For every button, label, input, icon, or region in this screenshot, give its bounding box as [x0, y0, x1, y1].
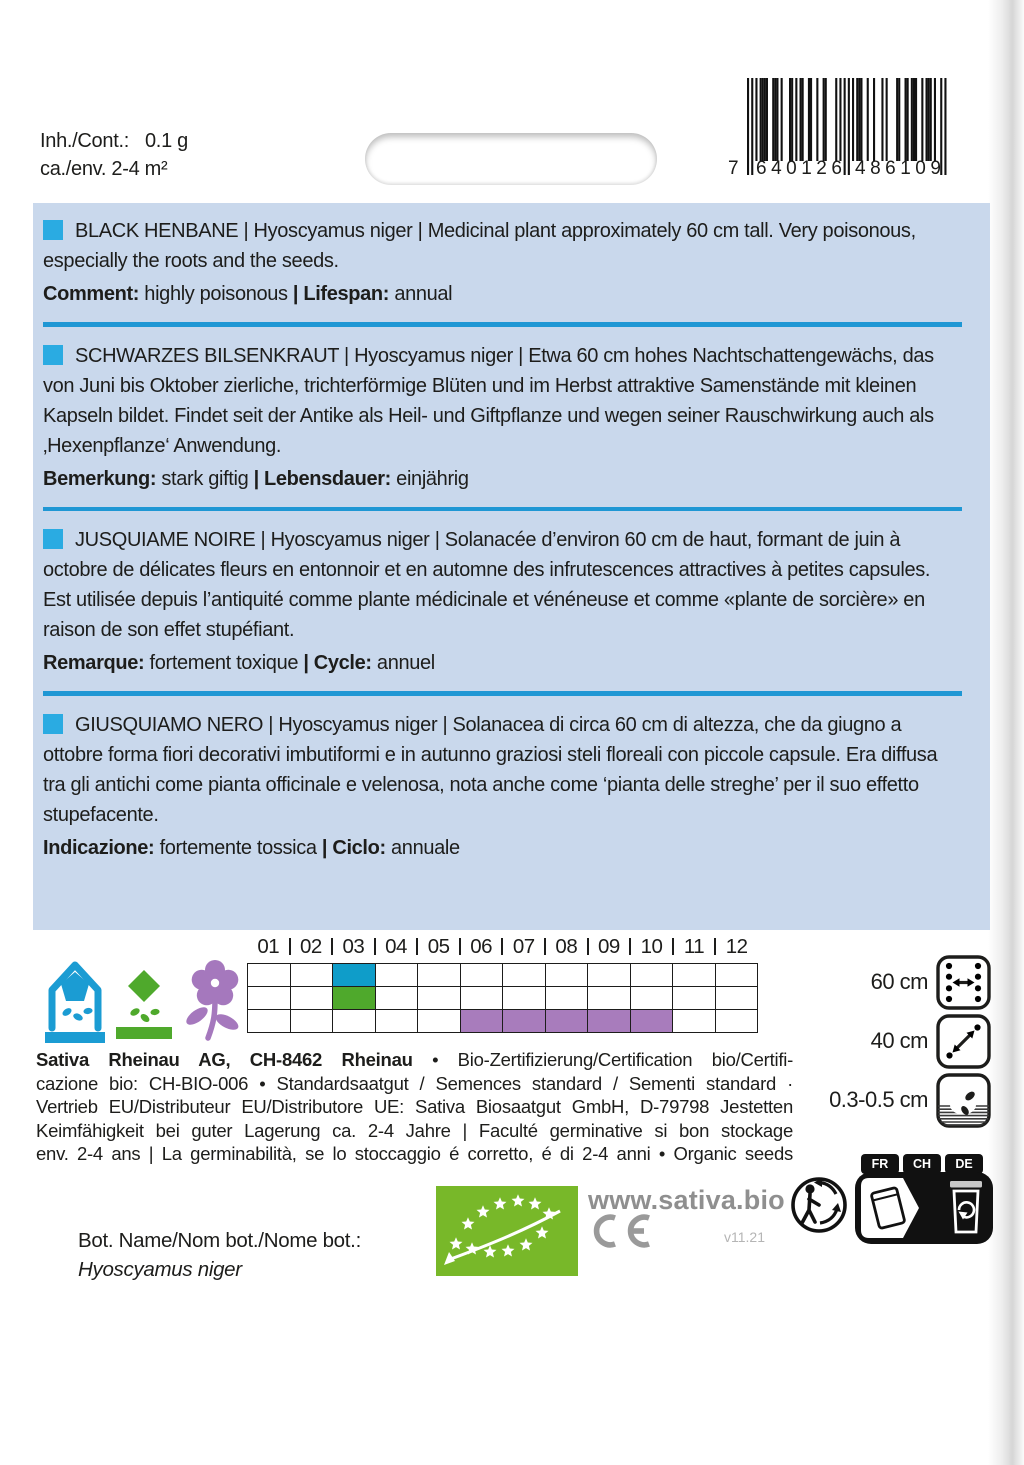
- sow-outdoors-month-3: [333, 987, 376, 1010]
- sow-outdoors-month-5: [418, 987, 461, 1010]
- barcode-digit-group: 486109: [855, 158, 946, 179]
- note-line-italian: Indicazione: fortemente tossica | Ciclo: annuale: [43, 836, 460, 859]
- sow-indoors-month-8: [546, 964, 589, 987]
- month-label: 11: [673, 933, 716, 961]
- flowering-harvest-month-3: [333, 1010, 376, 1033]
- country-tab-label: CH: [912, 1157, 932, 1171]
- flowering-harvest-month-7: [503, 1010, 546, 1033]
- month-label: 09: [588, 933, 631, 961]
- month-label: 04: [375, 933, 418, 961]
- sow-indoors-month-12: [716, 964, 759, 987]
- sow-outdoors-month-1: [248, 987, 291, 1010]
- sow-outdoors-month-12: [716, 987, 759, 1010]
- month-label: 07: [502, 933, 545, 961]
- sowing-depth-label: 0.3-0.5 cm: [829, 1087, 928, 1112]
- sow-outdoors-month-7: [503, 987, 546, 1010]
- hang-hole: [365, 133, 657, 185]
- month-label: 02: [290, 933, 333, 961]
- flowering-harvest-month-2: [291, 1010, 334, 1033]
- ce-mark-icon: [588, 1213, 654, 1249]
- row-spacing-label: 60 cm: [870, 969, 928, 994]
- month-label: 12: [715, 933, 758, 961]
- note-line-french: Remarque: fortement toxique | Cycle: annuel: [43, 652, 435, 674]
- sow-indoors-greenhouse-icon: [44, 956, 106, 1044]
- section-divider: [43, 691, 962, 696]
- botanical-name-value: Hyoscyamus niger: [78, 1258, 242, 1281]
- description-band: [33, 203, 990, 930]
- botanical-name-label: Bot. Name/Nom bot./Nome bot.:: [78, 1229, 361, 1252]
- country-tab-label: FR: [871, 1157, 889, 1171]
- sow-indoors-month-3: [333, 964, 376, 987]
- flowering-harvest-month-6: [461, 1010, 504, 1033]
- packaging-disposal-sign: [855, 1154, 995, 1246]
- company-info-line: Vertrieb EU/Distributeur EU/Distributore UE: Sativa Biosaatgut GmbH, D-79798 Jestetten: [36, 1096, 793, 1117]
- sow-indoors-month-5: [418, 964, 461, 987]
- row-spacing-icon: [936, 955, 991, 1010]
- plant-spacing-icon: [936, 1014, 991, 1069]
- bullet-square-icon: [43, 714, 63, 734]
- sow-outdoors-month-10: [631, 987, 674, 1010]
- section-divider: [43, 322, 962, 327]
- month-label: 01: [257, 935, 280, 958]
- calendar-month-header: [247, 933, 758, 961]
- company-info-line: Sativa Rheinau AG, CH-8462 Rheinau • Bio-Zertifizierung/Certification bio/Certifi-: [36, 1049, 793, 1070]
- month-label: 06: [460, 933, 503, 961]
- sow-outdoors-month-6: [461, 987, 504, 1010]
- contents-label: Inh./Cont.:: [40, 130, 129, 152]
- flowering-harvest-month-9: [588, 1010, 631, 1033]
- sow-outdoors-icon: [114, 967, 174, 1045]
- description-text-german: SCHWARZES BILSENKRAUT | Hyoscyamus niger | Etwa 60 cm hohes Nachtschattengewächs, das von Juni bis Oktober zierliche, trichterförmige Blüten und im Herbst attraktive Samenstände mit kleinen Kapseln bildet. Findet seit der Antike als Heil- und Giftpflanze und wegen seiner Rauschwirkung auch als ‚Hexenpflanze‘ Anwendung.: [43, 344, 934, 457]
- country-tab-label: DE: [955, 1157, 973, 1171]
- website-url: www.sativa.bio: [588, 1185, 785, 1215]
- flowering-flower-icon: [181, 952, 249, 1044]
- sow-outdoors-month-9: [588, 987, 631, 1010]
- sow-indoors-month-10: [631, 964, 674, 987]
- month-label: 03: [332, 933, 375, 961]
- month-label: 08: [545, 933, 588, 961]
- note-line-german: Bemerkung: stark giftig | Lebensdauer: einjährig: [43, 467, 469, 490]
- flowering-harvest-month-4: [376, 1010, 419, 1033]
- contents-info: [40, 127, 188, 183]
- description-text-french: JUSQUIAME NOIRE | Hyoscyamus niger | Solanacée d’environ 60 cm de haut, formant de juin à octobre de délicates fleurs en entonnoir et en automne des infrutescences attractives à petites capsules. Est utilisée depuis l’antiquité comme plante médicinale et vénéneuse et comme «plante de sorcière» en raison de son effet stupéfiant.: [43, 529, 931, 641]
- flowering-harvest-month-10: [631, 1010, 674, 1033]
- country-tabs: [861, 1154, 983, 1174]
- botanical-name: [78, 1226, 361, 1284]
- company-info-line: Keimfähigkeit bei guter Lagerung ca. 2-4 Jahre | Faculté germinative si bon stockage: [36, 1119, 793, 1141]
- description-block-german: [43, 341, 962, 494]
- description-block-italian: [43, 710, 962, 863]
- sow-indoors-month-6: [461, 964, 504, 987]
- sow-indoors-month-4: [376, 964, 419, 987]
- sow-outdoors-month-4: [376, 987, 419, 1010]
- bullet-square-icon: [43, 345, 63, 365]
- bullet-square-icon: [43, 529, 63, 549]
- barcode-digit-group: 7: [728, 158, 739, 179]
- sow-outdoors-month-2: [291, 987, 334, 1010]
- barcode-digit-group: 640126: [756, 158, 847, 179]
- triman-recycling-icon: [789, 1167, 855, 1241]
- sow-indoors-month-1: [248, 964, 291, 987]
- bullet-square-icon: [43, 220, 63, 240]
- section-divider: [43, 507, 962, 512]
- flowering-harvest-month-1: [248, 1010, 291, 1033]
- version-number: v11.21: [724, 1229, 765, 1245]
- company-info-line: env. 2-4 ans | La germinabilità, se lo stoccaggio é corretto, é di 2-4 anni • Organic seeds: [36, 1143, 793, 1164]
- sow-indoors-month-11: [673, 964, 716, 987]
- flowering-harvest-month-11: [673, 1010, 716, 1033]
- description-text-italian: GIUSQUIAMO NERO | Hyoscyamus niger | Solanacea di circa 60 cm di altezza, che da giugno a ottobre forma fiori decorativi imbutiformi e in autunno graziosi steli floreali con piccole capsule. Era diffusa tra gli antichi come pianta officinale e velenosa, nota anche come ‘pianta delle streghe’ per il suo effetto stupefacente.: [43, 713, 938, 826]
- contents-value: 0.1 g: [144, 130, 188, 152]
- barcode: [725, 78, 949, 188]
- description-block-english: [43, 216, 962, 309]
- sow-indoors-month-9: [588, 964, 631, 987]
- flowering-harvest-month-5: [418, 1010, 461, 1033]
- sow-outdoors-month-11: [673, 987, 716, 1010]
- sow-indoors-month-7: [503, 964, 546, 987]
- note-line-english: Comment: highly poisonous | Lifespan: annual: [43, 283, 453, 305]
- plant-spacing-label: 40 cm: [870, 1028, 928, 1053]
- month-label: 05: [417, 933, 460, 961]
- eu-organic-logo: [436, 1186, 578, 1276]
- coverage-value: ca./env. 2-4 m²: [40, 158, 168, 180]
- month-label: 10: [630, 933, 673, 961]
- company-info: [36, 1048, 793, 1166]
- sow-outdoors-month-8: [546, 987, 589, 1010]
- sow-indoors-month-2: [291, 964, 334, 987]
- calendar-grid: [247, 963, 758, 1033]
- flowering-harvest-month-8: [546, 1010, 589, 1033]
- flowering-harvest-month-12: [716, 1010, 759, 1033]
- sowing-depth-icon: [936, 1073, 991, 1128]
- description-text-english: BLACK HENBANE | Hyoscyamus niger | Medicinal plant approximately 60 cm tall. Very poisonous, especially the roots and the seeds.: [43, 220, 916, 272]
- company-info-line: cazione bio: CH-BIO-006 • Standardsaatgut / Semences standard / Sementi standard ·: [36, 1072, 793, 1094]
- description-block-french: [43, 525, 962, 678]
